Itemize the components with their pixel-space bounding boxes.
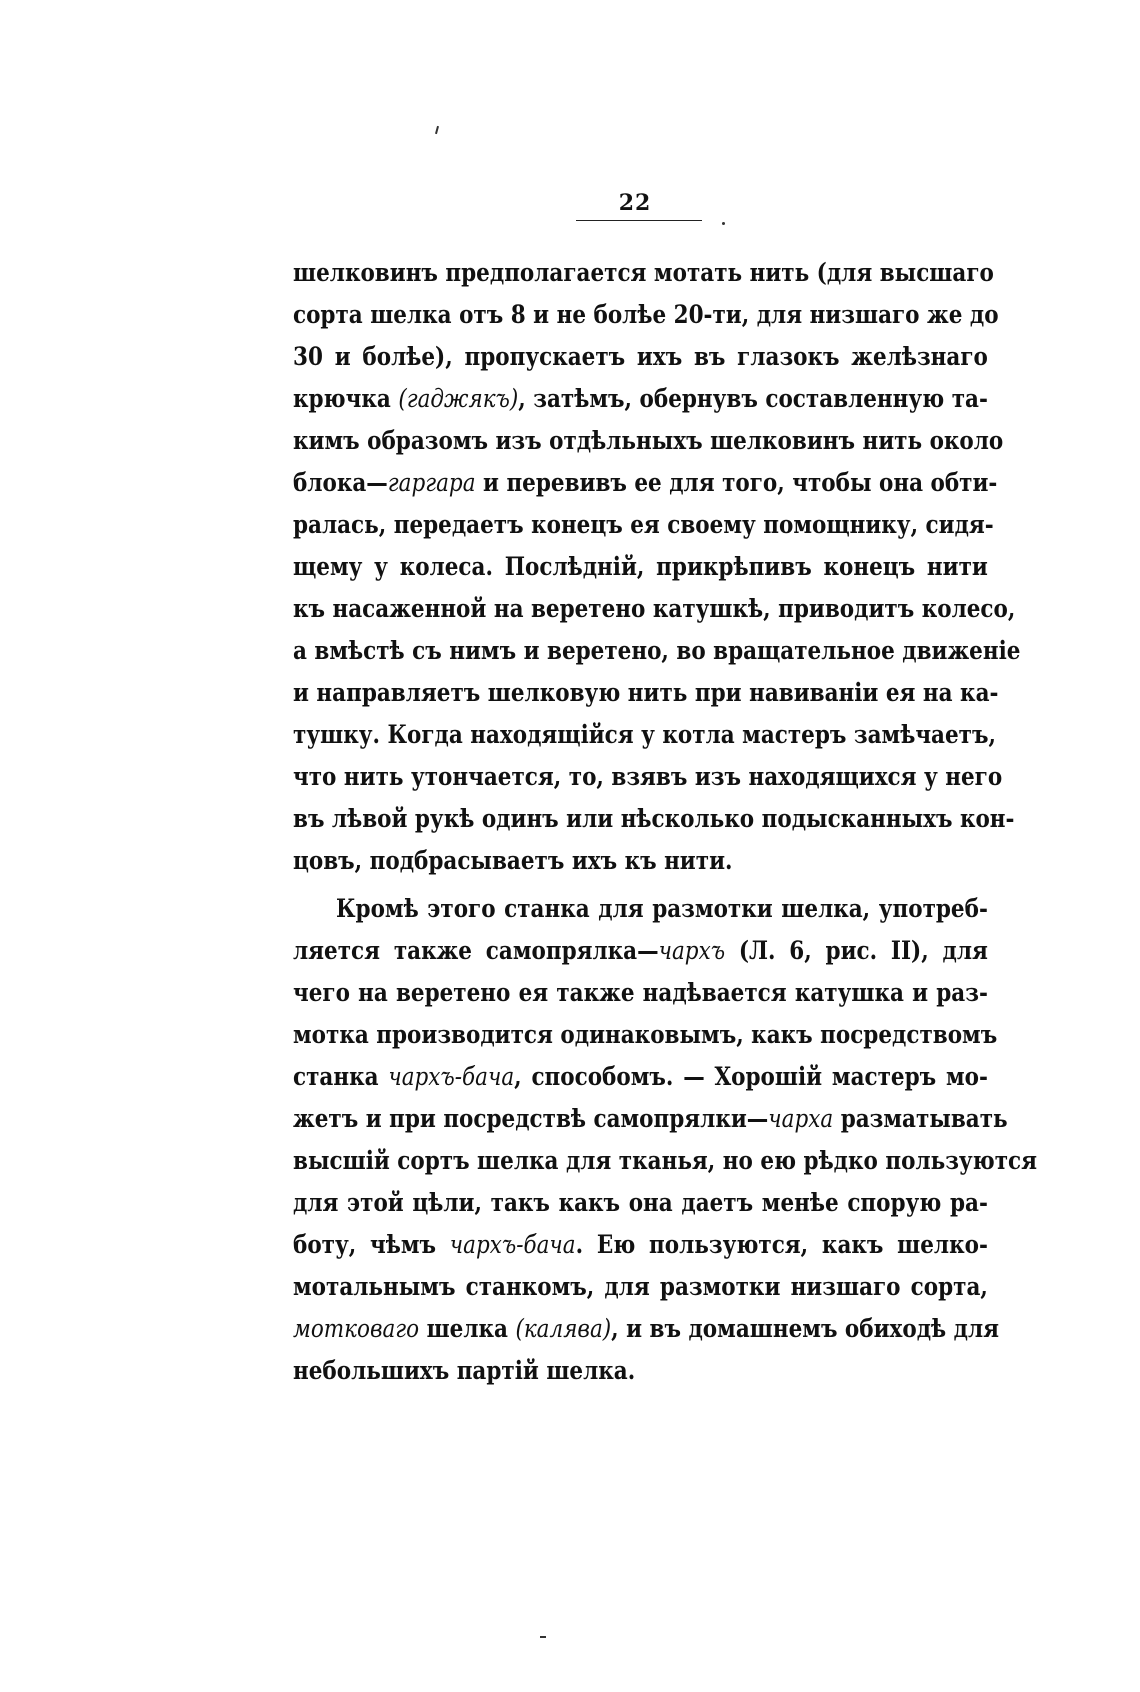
text-run: жетъ и при посредствѣ самопрялки— [293,1104,769,1133]
text-run: мотка производится одинаковымъ, какъ посредствомъ [293,1020,998,1049]
text-run: сорта шелка отъ 8 и не болѣе 20-ти, для низшаго же до [293,300,999,329]
text-run: шелковинъ предполагается мотать нить (для высшаго [293,258,994,287]
print-speck [435,126,439,134]
text-line [293,378,988,420]
text-line [293,1266,988,1308]
text-line [293,1350,988,1392]
text-run: (Л. 6, рис. II), для [725,936,988,965]
text-line [293,252,994,294]
italic-term: чархъ-бача [449,1230,576,1259]
italic-term: (калява) [515,1314,612,1343]
text-run: ляется также самопрялка— [293,936,659,965]
text-run: 30 и болѣе), пропускаетъ ихъ въ глазокъ желѣзнаго [293,342,988,371]
text-line [293,294,999,336]
text-run: къ насаженной на веретено катушкѣ, приводитъ колесо, [293,594,1016,623]
text-run: станка [293,1062,389,1091]
text-run: крючка [293,384,399,413]
text-line [293,972,988,1014]
text-line [293,504,994,546]
text-line [293,1056,988,1098]
italic-term: чархъ-бача [388,1062,515,1091]
text-line [293,546,988,588]
text-run: небольшихъ партій шелка. [293,1356,636,1385]
text-line [293,840,988,882]
text-run: , и въ домашнемъ обиходѣ для [611,1314,1000,1343]
page-header [0,190,1140,216]
text-run: высшій сортъ шелка для тканья, но ею рѣдко пользуются [293,1146,1038,1175]
text-run: а вмѣстѣ съ нимъ и веретено, во вращательное движеніе [293,636,1021,665]
italic-term: мотковаго [293,1314,420,1343]
print-speck [540,1636,546,1638]
text-run: кимъ образомъ изъ отдѣльныхъ шелковинъ нить около [293,426,1004,455]
print-speck [722,222,725,225]
text-line [293,1098,1008,1140]
text-run: разматывать [833,1104,1008,1133]
text-run: и перевивъ ее для того, чтобы она обти- [475,468,998,497]
text-run: , затѣмъ, обернувъ составленную та- [518,384,988,413]
text-run: ралась, передаетъ конецъ ея своему помощнику, сидя- [293,510,994,539]
text-run: . Ею пользуются, какъ шелко- [575,1230,988,1259]
text-line [293,1182,988,1224]
text-run: Кромѣ этого станка для размотки шелка, употреб- [336,894,988,923]
italic-term: гаргара [387,468,476,497]
text-line [293,420,1004,462]
text-line [293,756,1003,798]
text-line [293,714,996,756]
italic-term: (гаджякъ) [398,384,519,413]
body-text [293,252,1038,1392]
page-number: 22 [618,190,652,216]
italic-term: чархъ [658,936,726,965]
text-run: для этой цѣли, такъ какъ она даетъ менѣе спорую ра- [293,1188,988,1217]
text-run: мотальнымъ станкомъ, для размотки низшаго сорта, [293,1272,988,1301]
text-run: тушку. Когда находящійся у котла мастеръ замѣчаетъ, [293,720,996,749]
text-line [293,462,998,504]
text-line [293,1308,1000,1350]
text-line [293,1014,998,1056]
text-line [293,888,988,930]
header-rule [576,220,702,221]
text-run: шелка [419,1314,516,1343]
text-run: боту, чѣмъ [293,1230,450,1259]
text-run: блока— [293,468,388,497]
text-line [293,630,1021,672]
paragraph-1 [293,252,1021,882]
text-line [293,336,988,378]
text-run: щему у колеса. Послѣдній, прикрѣпивъ конецъ нити [293,552,988,581]
text-run: что нить утончается, то, взявъ изъ находящихся у него [293,762,1003,791]
text-line [293,588,1016,630]
text-line [293,1224,988,1266]
text-run: въ лѣвой рукѣ одинъ или нѣсколько подысканныхъ кон- [293,804,1015,833]
paragraph-2 [293,888,1038,1392]
text-run: чего на веретено ея также надѣвается катушка и раз- [293,978,988,1007]
text-run: , способомъ. — Хорошій мастеръ мо- [514,1062,988,1091]
text-run: цовъ, подбрасываетъ ихъ къ нити. [293,846,733,875]
text-run: и направляетъ шелковую нить при навиваніи ея на ка- [293,678,999,707]
text-line [293,1140,1038,1182]
text-line [293,930,988,972]
italic-term: чарха [768,1104,834,1133]
text-line [293,672,999,714]
text-line [293,798,1015,840]
